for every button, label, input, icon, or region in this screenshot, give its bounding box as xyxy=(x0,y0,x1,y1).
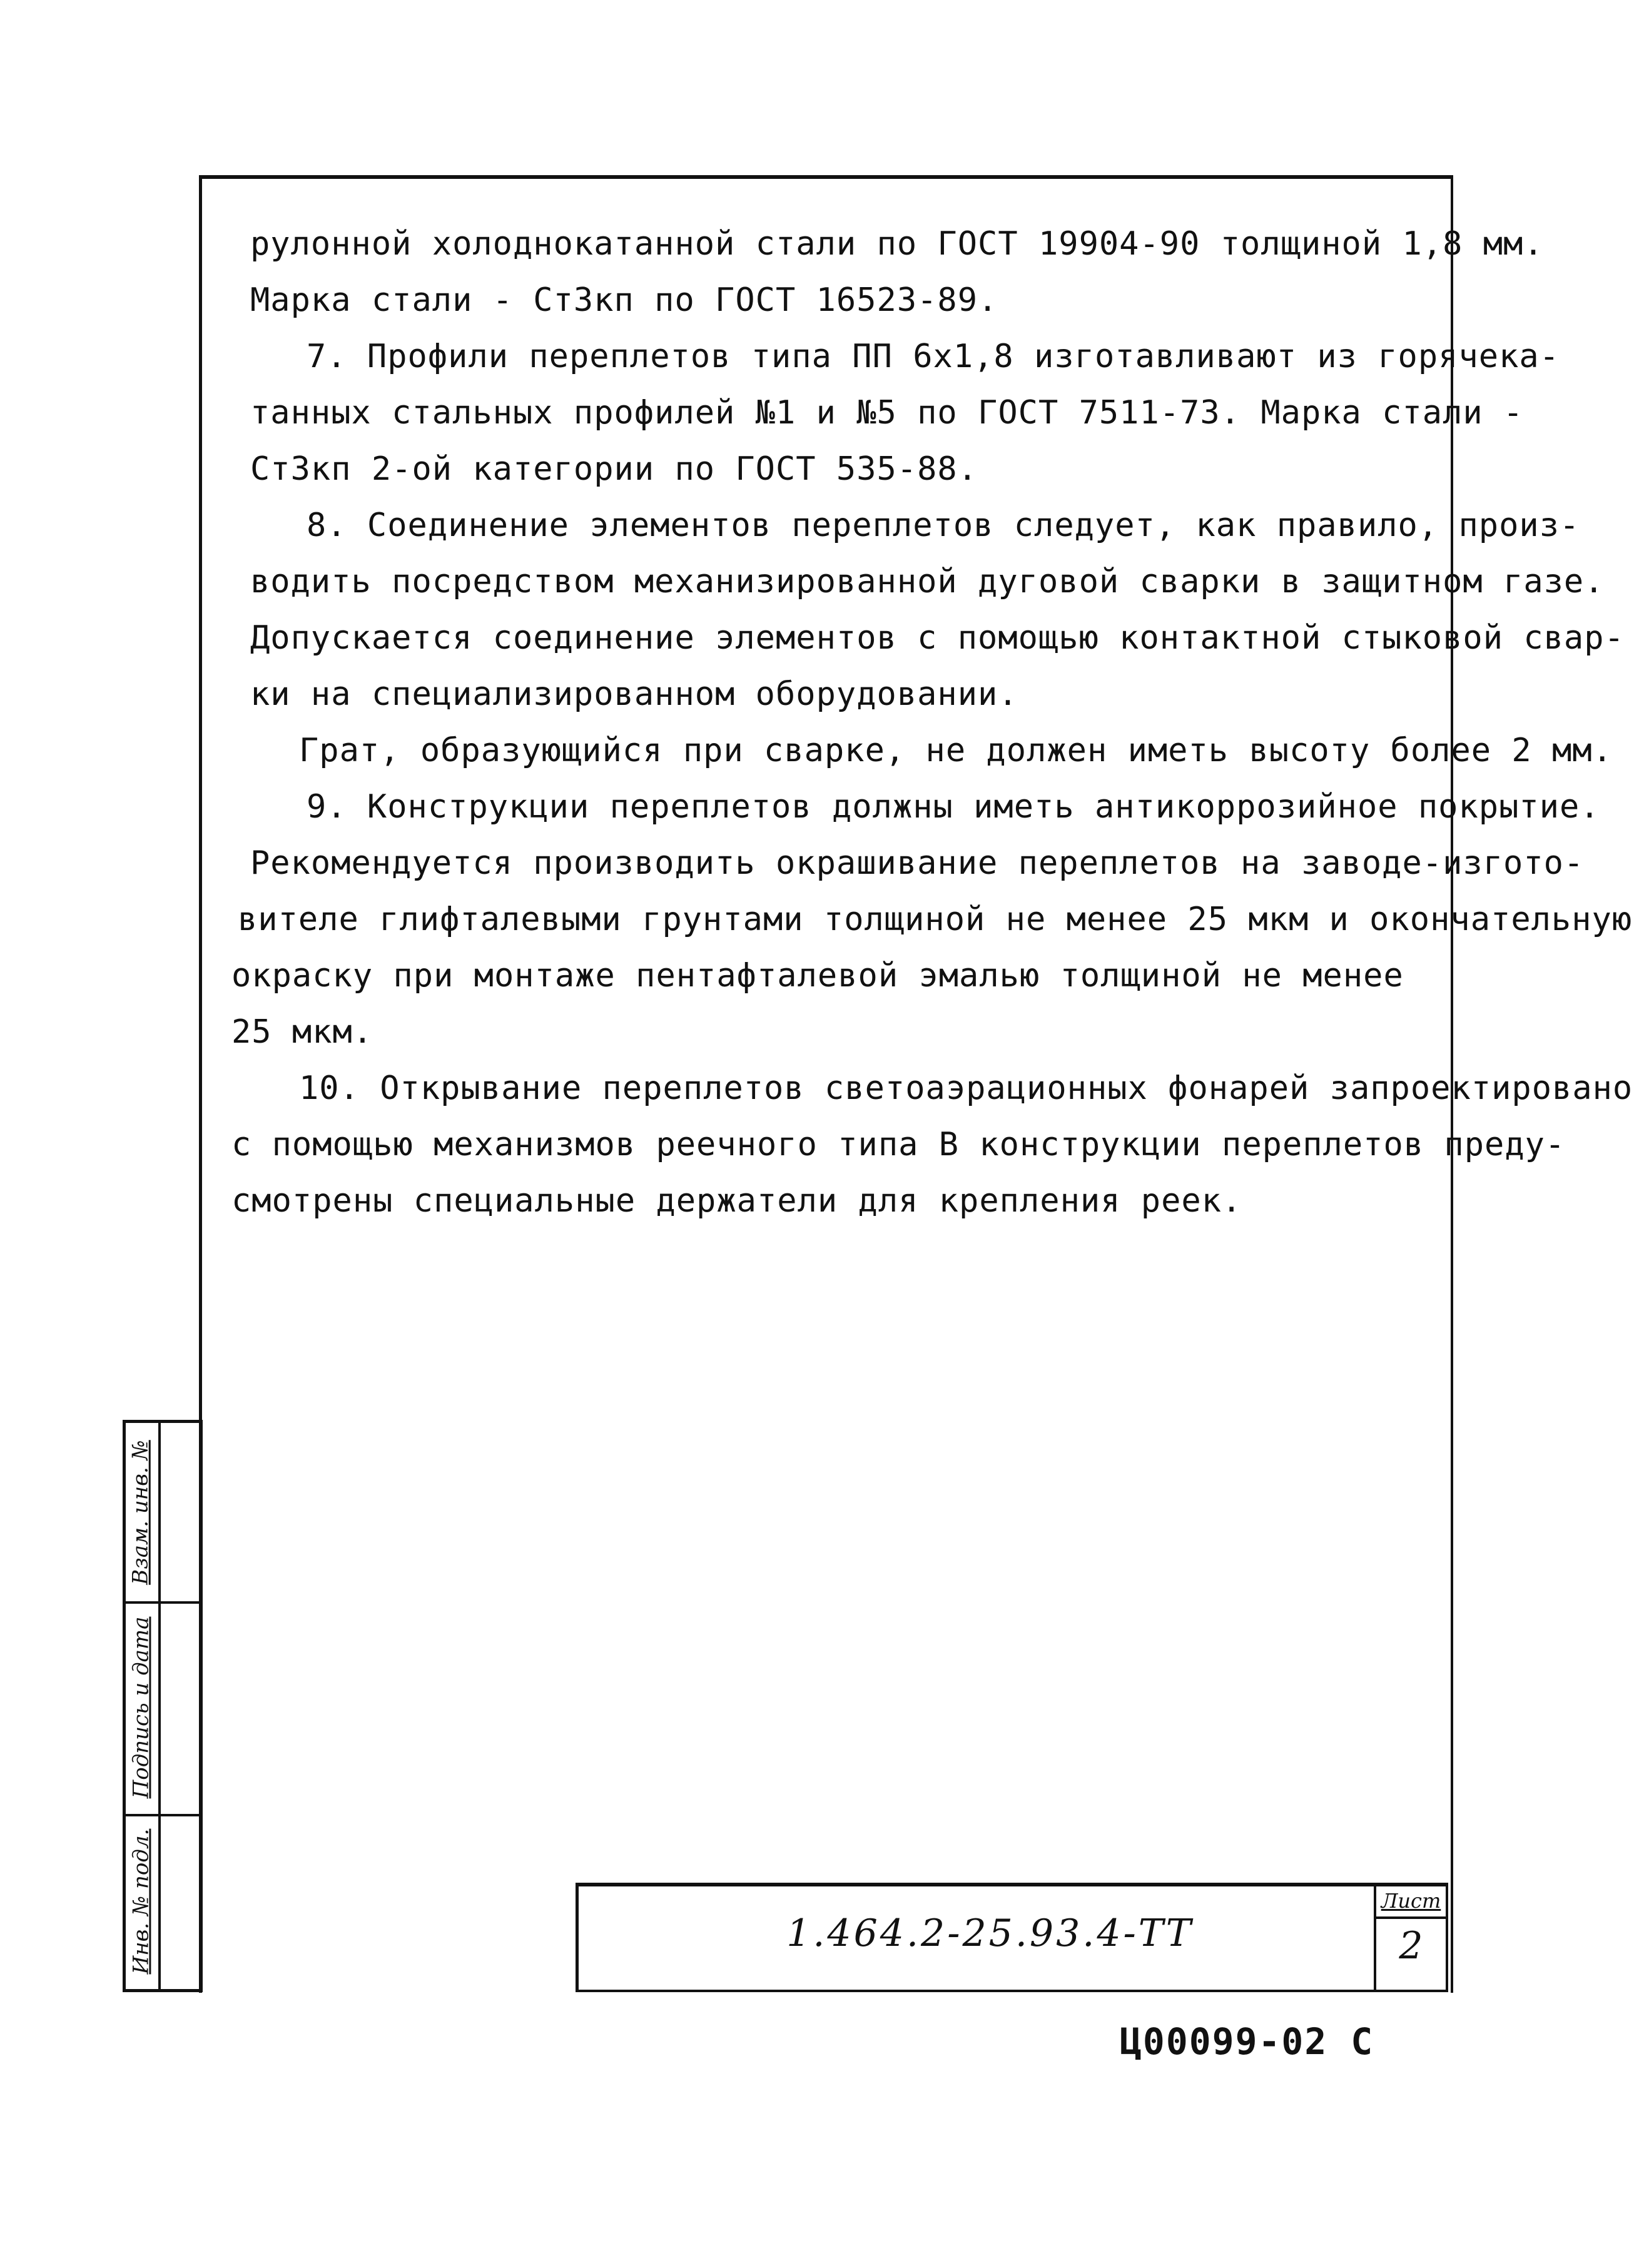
replacement-inv-label: Взам. инв. № xyxy=(128,1439,154,1585)
sheet-box xyxy=(1374,1886,1446,1990)
sheet-number: 2 xyxy=(1399,1924,1423,1968)
sheet-label: Лист xyxy=(1376,1886,1446,1919)
text-line: 8. Соединение элементов переплетов следует, как правило, произ- xyxy=(307,507,1580,544)
signature-date-label: Подпись и дата xyxy=(128,1616,154,1799)
text-line: Рекомендуется производить окрашивание переплетов на заводе-изгото- xyxy=(250,844,1585,882)
text-line: 25 мкм. xyxy=(231,1013,373,1051)
text-line: 9. Конструкции переплетов должны иметь антикоррозийное покрытие. xyxy=(307,788,1600,826)
text-line: 10. Открывание переплетов светоаэрационных фонарей запроектировано xyxy=(299,1070,1633,1107)
strip-divider xyxy=(158,1423,161,1989)
text-line: Марка стали - Ст3кп по ГОСТ 16523-89. xyxy=(250,281,998,319)
text-line: смотрены специальные держатели для крепления реек. xyxy=(231,1182,1242,1220)
body-text xyxy=(231,216,1633,1229)
margin-strip xyxy=(123,1420,203,1992)
text-line: ки на специализированном оборудовании. xyxy=(250,676,1018,713)
text-line: танных стальных профилей №1 и №5 по ГОСТ 7511-73. Марка стали - xyxy=(250,394,1524,432)
text-line: вителе глифталевыми грунтами толщиной не менее 25 мкм и окончательную xyxy=(238,901,1633,938)
original-inv-label: Инв. № подл. xyxy=(128,1828,153,1975)
text-line: Грат, образующийся при сварке, не должен иметь высоту более 2 мм. xyxy=(299,732,1613,769)
document-code: 1.464.2-25.93.4-ТТ xyxy=(786,1911,1194,1955)
text-line: Допускается соединение элементов с помощью контактной стыковой свар- xyxy=(250,619,1625,657)
archive-mark: Ц00099-02 С xyxy=(1120,2020,1374,2063)
text-line: окраску при монтаже пентафталевой эмалью толщиной не менее xyxy=(231,957,1404,995)
text-line: рулонной холоднокатанной стали по ГОСТ 19904-90 толщиной 1,8 мм. xyxy=(250,225,1544,263)
text-line: Ст3кп 2-ой категории по ГОСТ 535-88. xyxy=(250,450,978,488)
title-block xyxy=(576,1883,1448,1992)
text-line: с помощью механизмов реечного типа В конструкции переплетов преду- xyxy=(231,1126,1566,1163)
text-line: водить посредством механизированной дуговой сварки в защитном газе. xyxy=(250,563,1605,600)
text-line: 7. Профили переплетов типа ПП 6х1,8 изготавливают из горячека- xyxy=(307,338,1560,375)
